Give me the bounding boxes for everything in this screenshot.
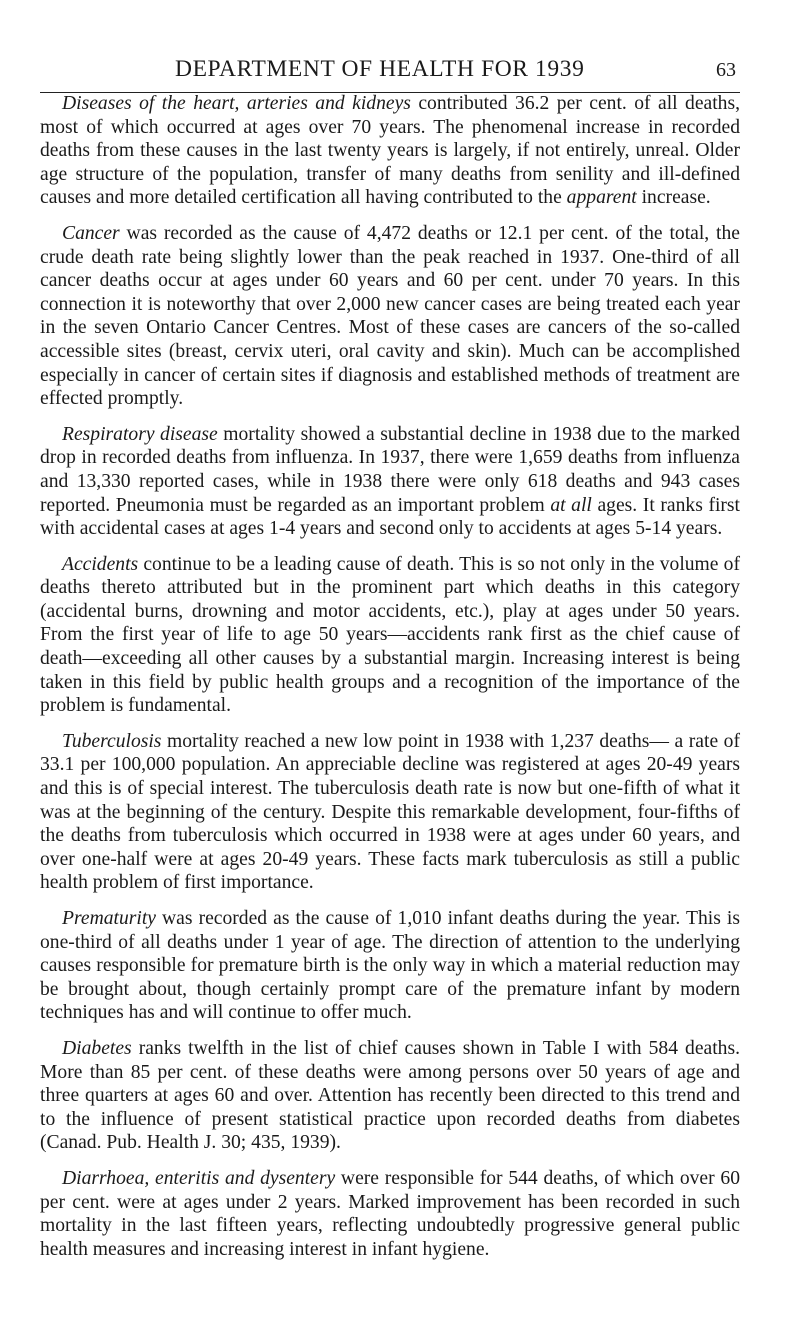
paragraph-text-end: ages. It ranks first with accidental cases at ages 1-4 years and second only to accidents at ages 5-14 years. xyxy=(40,494,741,540)
paragraph-text: was recorded as the cause of 4,472 deaths or 12.1 per cent. of the total, the crude death rate being slightly lower than the peak reached in 1937. One-third of all cancer deaths occur at ages under 60 years and 60 per cent. under 70 years. In this connection it is noteworthy that over 2,000 new cancer cases are being treated each year in the seven Ontario Cancer Centres. Most of these cases are cancers of the so-called accessible sites (breast, cervix uteri, oral cavity and skin). Much can be accomplished especially in cancer of certain sites if diagnosis and established methods of treatment are effected promptly. xyxy=(40,222,740,410)
paragraph-text: ranks twelfth in the list of chief causes shown in Table I with 584 deaths. More than 85 per cent. of these deaths were among persons over 50 years of age and three quarters at ages 60 and over. Attention has recently been directed to this trend and to the influence of present statistical practice upon recorded deaths from diabetes (Canad. Pub. Health J. 30; 435, 1939). xyxy=(40,1037,740,1154)
paragraph-lead: Tuberculosis xyxy=(62,730,162,752)
paragraph-lead: Diarrhoea, enteritis and dysentery xyxy=(62,1167,336,1189)
paragraph-text: continue to be a leading cause of death. This is so not only in the volume of deaths thereto attributed but in the prominent part which deaths in this category (accidental burns, drowning and motor accidents, etc.), play at ages under 50 years. From the first year of life to age 50 years—accidents rank first as the chief cause of death—exceeding all other causes by a substantial margin. Increasing interest is being taken in this field by public health groups and a recognition of the importance of the problem is fundamental. xyxy=(40,553,740,717)
paragraph-tuberculosis xyxy=(40,730,740,895)
paragraph-lead: Cancer xyxy=(62,222,120,244)
paragraph-diabetes xyxy=(40,1037,740,1155)
paragraph-text: were responsible for 544 deaths, of which over 60 per cent. were at ages under 2 years. Marked improvement has been recorded in such mortality in the last fifteen years, reflecting undoubtedly progressive general public health measures and increasing interest in infant hygiene. xyxy=(40,1167,740,1260)
paragraph-heart-disease xyxy=(40,92,740,210)
paragraph-lead: Diabetes xyxy=(62,1037,132,1059)
paragraph-text: mortality showed a substantial decline in 1938 due to the marked drop in recorded deaths from influenza. In 1937, there were 1,659 deaths from influenza and 13,330 reported cases, while in 1938 there were only 618 deaths and 943 cases reported. Pneumonia must be regarded as an important problem xyxy=(40,423,740,516)
paragraph-text-end: increase. xyxy=(636,187,711,209)
paragraph-lead: Diseases of the heart, arteries and kidneys xyxy=(62,93,411,114)
paragraph-lead: Prematurity xyxy=(62,908,156,929)
page-number: 63 xyxy=(716,59,736,81)
paragraph-cancer xyxy=(40,222,740,411)
paragraph-prematurity xyxy=(40,907,740,1025)
running-title: DEPARTMENT OF HEALTH FOR 1939 xyxy=(175,56,585,82)
paragraph-text: contributed 36.2 per cent. of all deaths, most of which occurred at ages over 70 years. The phenomenal increase in recorded deaths from these causes in the last twenty years is largely, if not entirely, unreal. Older age structure of the population, transfer of many deaths from senility and ill-defined causes and more detailed certification all having contributed to the xyxy=(40,93,740,209)
paragraph-emphasis: at all xyxy=(550,494,592,516)
paragraph-lead: Respiratory disease xyxy=(62,423,218,445)
paragraph-respiratory xyxy=(40,423,740,541)
paragraph-text: was recorded as the cause of 1,010 infant deaths during the year. This is one-third of all deaths under 1 year of age. The direction of attention to the underlying causes responsible for premature birth is the only way in which a material reduction may be brought about, though certainly prompt care of the premature infant by modern techniques has and will continue to offer much. xyxy=(40,908,740,1024)
paragraph-lead: Accidents xyxy=(62,553,139,575)
body-text xyxy=(40,92,740,1273)
paragraph-text: mortality reached a new low point in 1938 with 1,237 deaths— a rate of 33.1 per 100,000 population. An appreciable decline was registered at ages 20-49 years and this is of special interest. The tuberculosis death rate is now but one-fifth of what it was at the beginning of the century. Despite this remarkable development, four-fifths of the deaths from tuberculosis which occurred in 1938 were at ages under 60 years, and over one-half were at ages 20-49 years. These facts mark tuberculosis as still a public health problem of first importance. xyxy=(40,730,740,894)
paragraph-diarrhoea xyxy=(40,1167,740,1261)
paragraph-emphasis: apparent xyxy=(566,187,637,209)
paragraph-accidents xyxy=(40,553,740,718)
